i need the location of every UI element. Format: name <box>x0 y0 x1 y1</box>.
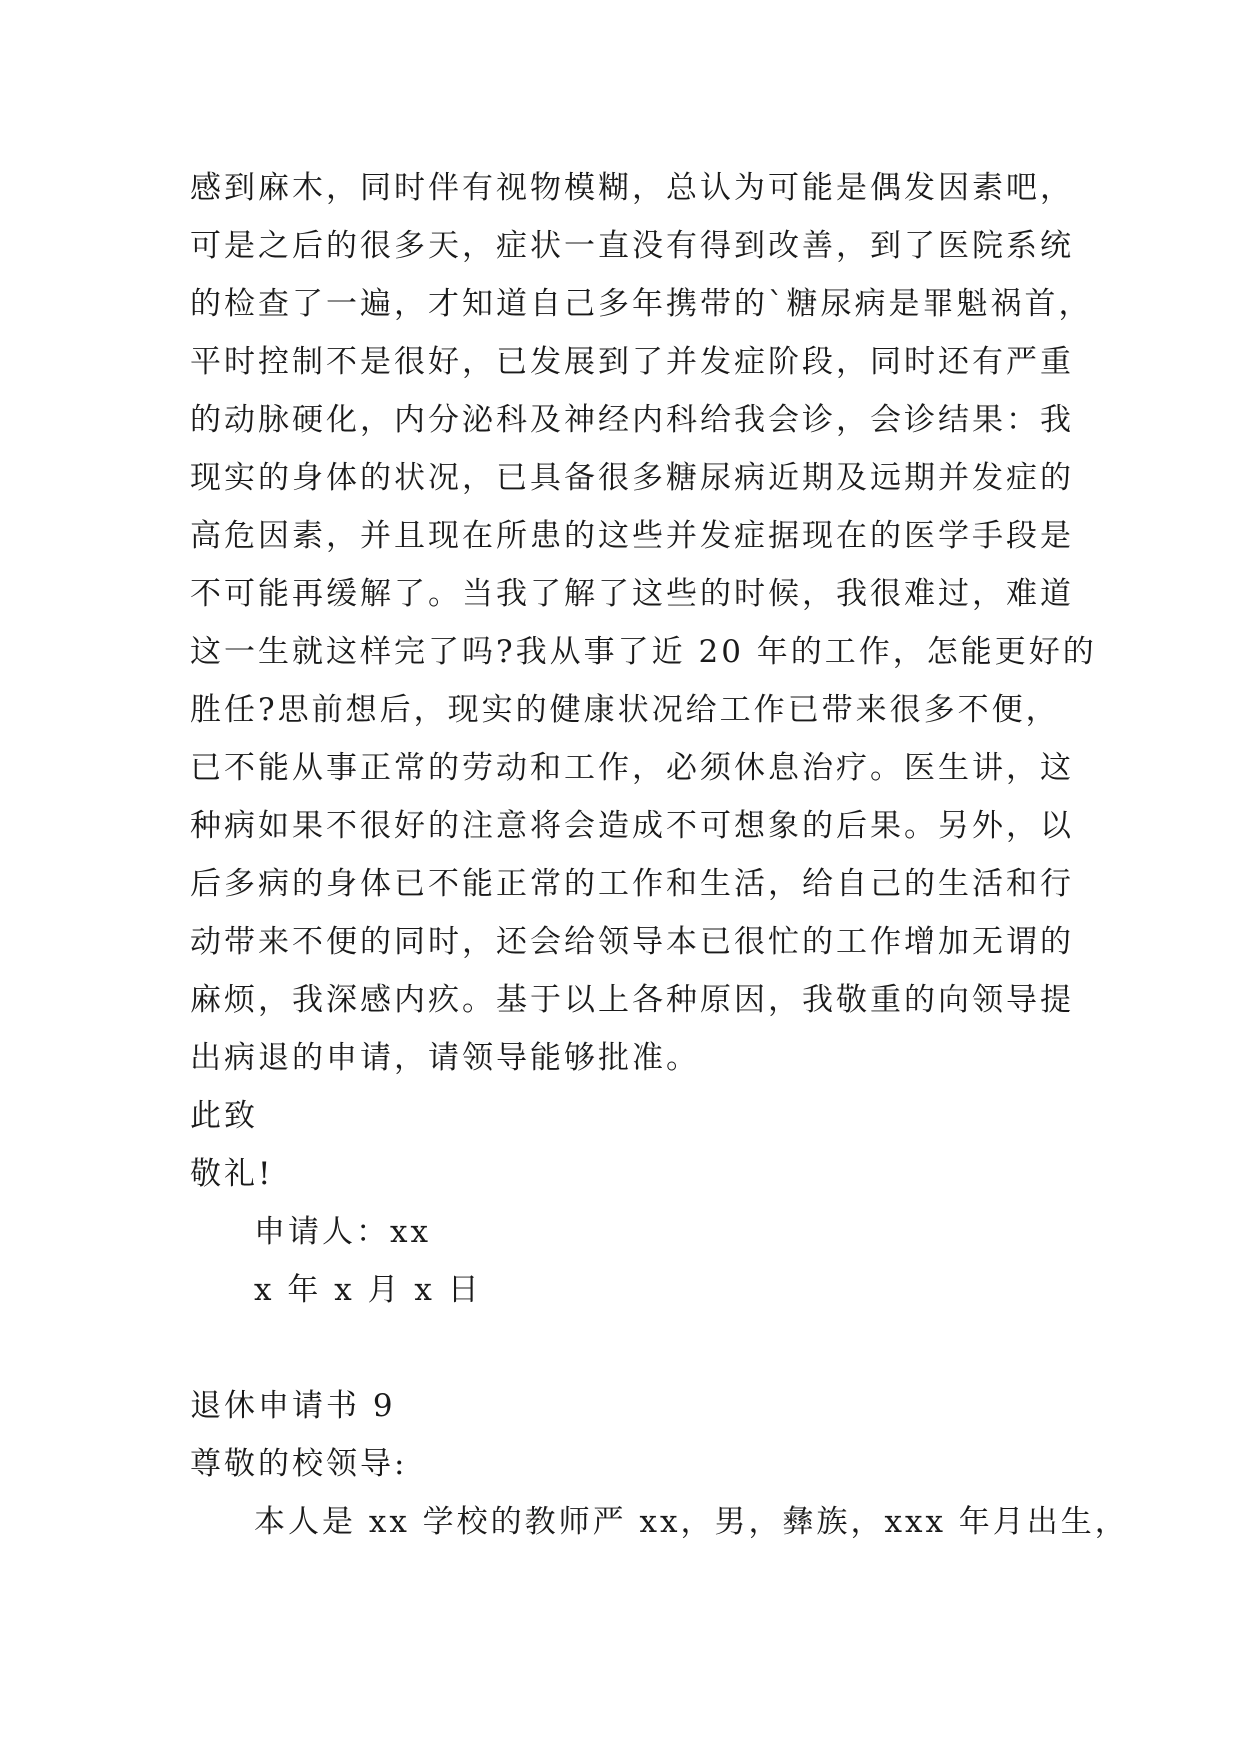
body-line: 已不能从事正常的劳动和工作，必须休息治疗。医生讲，这 <box>190 750 1074 786</box>
body-line: 种病如果不很好的注意将会造成不可想象的后果。另外，以 <box>190 808 1074 844</box>
body-line: 的检查了一遍，才知道自己多年携带的`糖尿病是罪魁祸首， <box>190 286 1093 322</box>
body-line: 可是之后的很多天，症状一直没有得到改善，到了医院系统 <box>190 228 1074 264</box>
applicant-signature: 申请人：xx <box>254 1214 431 1250</box>
closing-salutation: 此致 <box>190 1098 258 1134</box>
body-line: 平时控制不是很好，已发展到了并发症阶段，同时还有严重 <box>190 344 1074 380</box>
section-title: 退休申请书 9 <box>190 1388 396 1424</box>
letter-greeting: 尊敬的校领导: <box>190 1446 408 1482</box>
body-line: 感到麻木，同时伴有视物模糊，总认为可能是偶发因素吧， <box>190 170 1074 206</box>
body-line: 胜任?思前想后，现实的健康状况给工作已带来很多不便， <box>190 692 1060 728</box>
application-date: x 年 x 月 x 日 <box>254 1272 482 1308</box>
body-line: 出病退的申请，请领导能够批准。 <box>190 1040 700 1076</box>
body-line: 后多病的身体已不能正常的工作和生活，给自己的生活和行 <box>190 866 1074 902</box>
body-line: 的动脉硬化，内分泌科及神经内科给我会诊，会诊结果：我 <box>190 402 1074 438</box>
body-line: 本人是 xx 学校的教师严 xx，男，彝族，xxx 年月出生， <box>254 1504 1129 1540</box>
body-line: 高危因素，并且现在所患的这些并发症据现在的医学手段是 <box>190 518 1074 554</box>
closing-regards: 敬礼! <box>190 1156 274 1192</box>
body-line: 现实的身体的状况，已具备很多糖尿病近期及远期并发症的 <box>190 460 1074 496</box>
body-line: 麻烦，我深感内疚。基于以上各种原因，我敬重的向领导提 <box>190 982 1074 1018</box>
body-line: 动带来不便的同时，还会给领导本已很忙的工作增加无谓的 <box>190 924 1074 960</box>
body-line: 这一生就这样完了吗?我从事了近 20 年的工作，怎能更好的 <box>190 634 1097 670</box>
body-line: 不可能再缓解了。当我了解了这些的时候，我很难过，难道 <box>190 576 1074 612</box>
